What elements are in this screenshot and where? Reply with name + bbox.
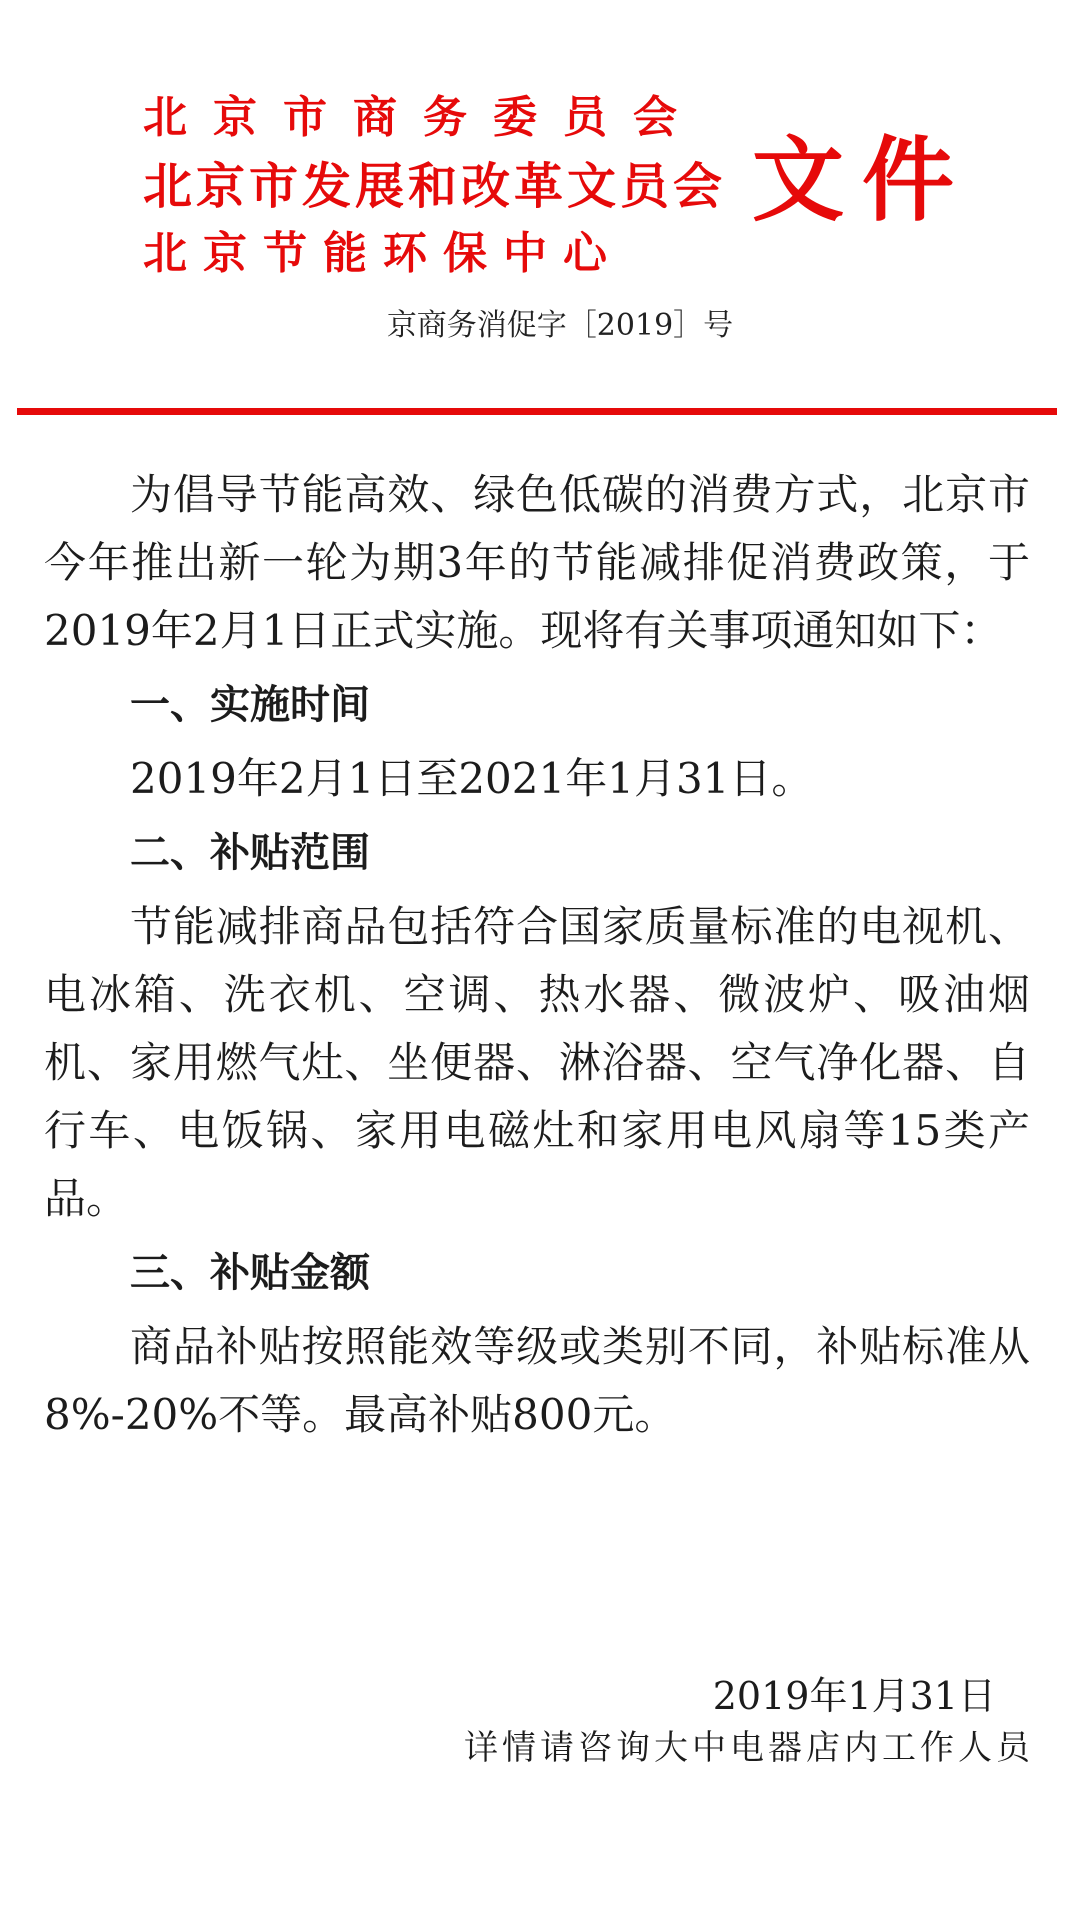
- document-number: 京商务消促字［2019］号: [386, 308, 734, 343]
- text-line: 机、家用燃气灶、坐便器、淋浴器、空气净化器、自: [44, 1038, 1030, 1087]
- text-line: 商品补贴按照能效等级或类别不同，补贴标准从: [130, 1322, 1030, 1371]
- org-name-commerce-committee: 北京市商务委员会: [143, 92, 703, 143]
- org-name-development-reform-committee: 北京市发展和改革文员会: [143, 157, 727, 215]
- signature-block: [0, 1671, 1074, 1775]
- signature-date: 2019年1月31日: [712, 1674, 996, 1718]
- text-line: 一、实施时间: [130, 682, 370, 728]
- paragraph: [44, 893, 1030, 1233]
- text-line: 品。: [44, 1174, 129, 1223]
- letterhead: [0, 0, 1074, 288]
- text-line: 为倡导节能高效、绿色低碳的消费方式，北京市: [130, 470, 1030, 519]
- text-line: 二、补贴范围: [130, 830, 370, 876]
- text-line: 行车、电饭锅、家用电磁灶和家用电风扇等15类产: [44, 1106, 1030, 1155]
- text-line: 电冰箱、洗衣机、空调、热水器、微波炉、吸油烟: [44, 970, 1030, 1019]
- red-divider-line: [17, 408, 1057, 415]
- document-body: [0, 461, 1074, 1449]
- text-line: 8%-20%不等。最高补贴800元。: [44, 1390, 677, 1439]
- text-line: 今年推出新一轮为期3年的节能减排促消费政策，于: [44, 538, 1030, 587]
- paragraph: [44, 461, 1030, 665]
- section-heading: [44, 1239, 1030, 1307]
- text-line: 2019年2月1日正式实施。现将有关事项通知如下：: [44, 606, 1003, 655]
- text-line: 2019年2月1日至2021年1月31日。: [130, 754, 814, 803]
- footer-note: 详情请咨询大中电器店内工作人员: [464, 1728, 1034, 1768]
- text-line: 节能减排商品包括符合国家质量标准的电视机、: [130, 902, 1030, 951]
- paragraph: [44, 1313, 1030, 1449]
- section-heading: [44, 671, 1030, 739]
- text-line: 三、补贴金额: [130, 1250, 370, 1296]
- document-label: 文件: [752, 126, 973, 234]
- section-heading: [44, 819, 1030, 887]
- paragraph: [44, 745, 1030, 813]
- org-name-energy-conservation-center: 北京节能环保中心: [143, 228, 623, 279]
